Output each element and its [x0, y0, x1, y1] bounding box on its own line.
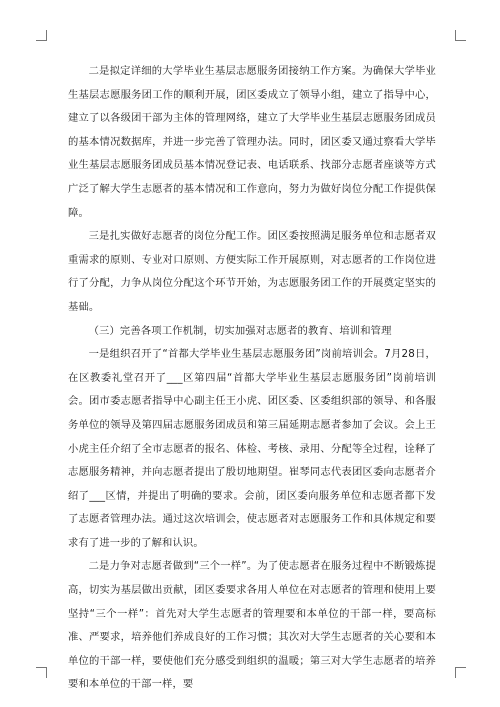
paragraph: 二是拟定详细的大学毕业生基层志愿服务团接纳工作方案。为确保大学毕业生基层志愿服务团工作的顺利开展，团区委成立了领导小组，建立了指导中心，建立了以各级团干部为主体的管理网络，建立了大学毕业生基层志愿服务团成员的基本情况数据库，并进一步完善了管理办法。同时，团区委又通过察看大学毕业生基层志愿服务团成员基本情况登记表、电话联系、找部分志愿者座谈等方式广泛了解大学生志愿者的基本情况和工作意向，努力为做好岗位分配工作提供保障。 — [68, 65, 436, 219]
crop-mark-top-left — [36, 30, 47, 41]
crop-mark-bottom-right — [455, 667, 466, 678]
paragraph: 一是组织召开了“首都大学毕业生基层志愿服务团”岗前培训会。7月28日，在区教委礼堂召开了___区第四届“首都大学毕业生基层志愿服务团”岗前培训会。团市委志愿者指导中心副主任王小虎、团区委、区委组织部的领导、和各服务单位的领导及第四届志愿服务团成员和第三届延期志愿者参加了会议。会上王小虎主任介绍了全市志愿者的报名、体检、考核、录用、分配等全过程，诠释了志愿服务精神，并向志愿者提出了殷切地期望。崔琴同志代表团区委向志愿者介绍了___区情，并提出了明确的要求。会前，团区委向服务单位和志愿者都下发了志愿者管理办法。通过这次培训会，使志愿者对志愿服务工作和具体规定和要求有了进一步的了解和认识。 — [68, 348, 436, 549]
crop-mark-bottom-left — [36, 667, 47, 678]
paragraph: 二是力争对志愿者做到“三个一样”。为了使志愿者在服务过程中不断锻炼提高，切实为基层做出贡献，团区委要求各用人单位在对志愿者的管理和使用上要坚持“三个一样”：首先对大学生志愿者的管理要和本单位的干部一样，要高标准、严要求，培养他们养成良好的工作习惯；其次对大学生志愿者的关心要和本单位的干部一样，要使他们充分感受到组织的温暖；第三对大学生志愿者的培养要和本单位的干部一样，要 — [68, 560, 436, 691]
paragraph: 三是扎实做好志愿者的岗位分配工作。团区委按照满足服务单位和志愿者双重需求的原则、专业对口原则、方便实际工作开展原则，对志愿者的工作岗位进行了分配，力争从岗位分配这个环节开始，为志愿服务团工作的开展奠定坚实的基础。 — [68, 230, 436, 313]
document-body — [68, 60, 436, 697]
crop-mark-top-right — [455, 30, 466, 41]
section-heading: （三）完善各项工作机制，切实加强对志愿者的教育、培训和管理 — [88, 324, 392, 337]
